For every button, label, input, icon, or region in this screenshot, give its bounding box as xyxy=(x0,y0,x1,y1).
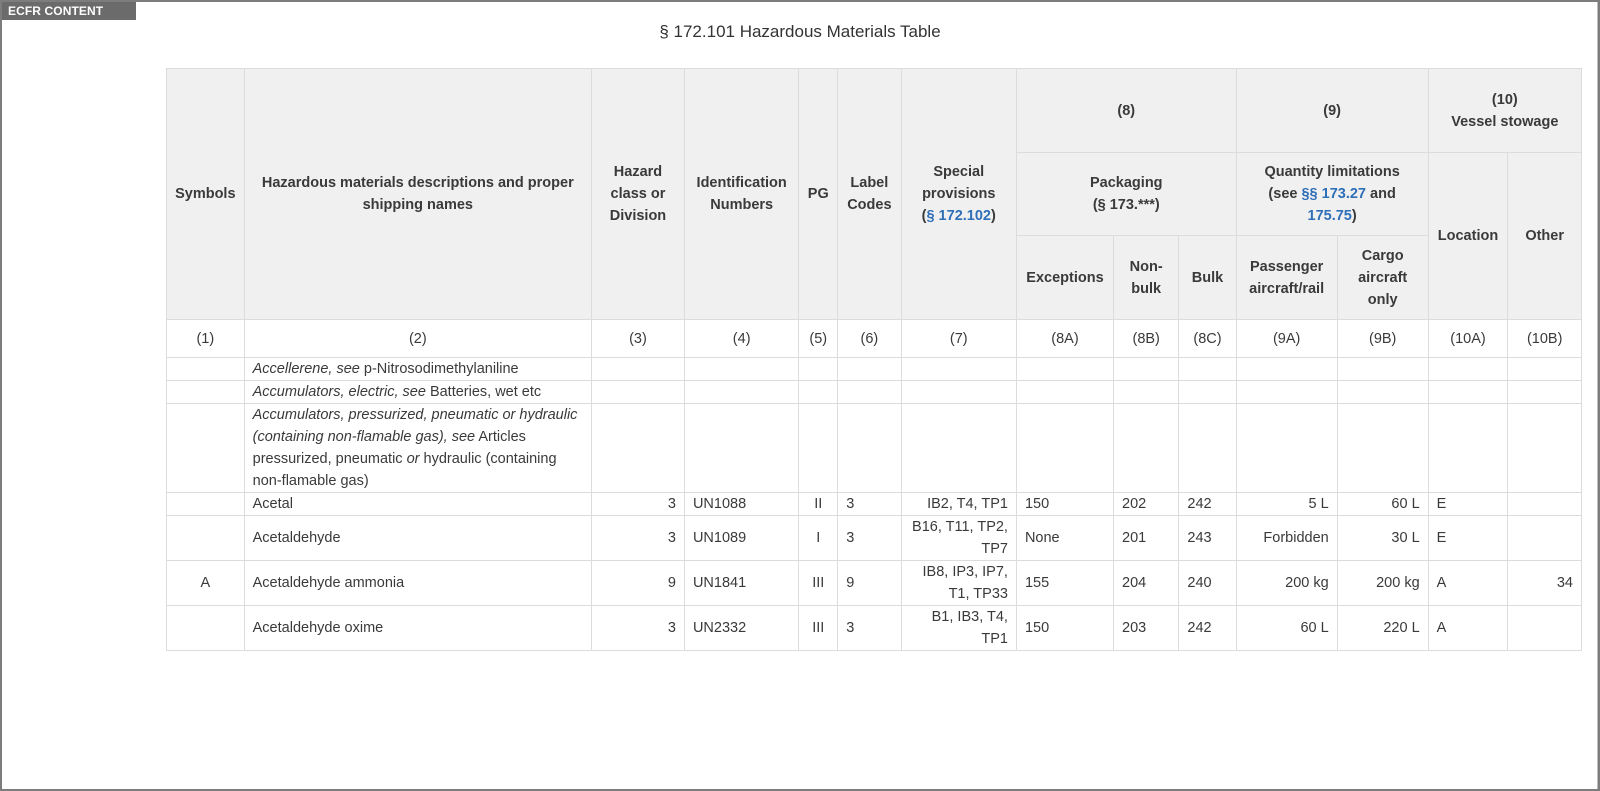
cell-exceptions: 150 xyxy=(1016,606,1113,651)
header-hazard-class: Hazard class or Division xyxy=(591,69,684,320)
page-title: § 172.101 Hazardous Materials Table xyxy=(659,22,941,41)
header-other: Other xyxy=(1508,153,1582,320)
see-reference-target: Batteries, wet etc xyxy=(429,384,542,400)
cell-name: Acetaldehyde ammonia xyxy=(244,561,591,606)
cell-cargo: 200 kg xyxy=(1337,561,1428,606)
column-number: (8B) xyxy=(1114,320,1179,358)
column-number: (9A) xyxy=(1236,320,1337,358)
cell-exceptions: 150 xyxy=(1016,493,1113,516)
see-reference-italic: Accellerene, see xyxy=(252,361,360,377)
description-cell xyxy=(244,404,591,493)
cell-special: IB8, IP3, IP7, T1, TP33 xyxy=(901,561,1016,606)
column-number: (1) xyxy=(167,320,245,358)
cell-bulk: 243 xyxy=(1179,516,1236,561)
header-exceptions: Exceptions xyxy=(1016,236,1113,320)
table-row xyxy=(167,493,1582,516)
cell-name: Acetaldehyde oxime xyxy=(244,606,591,651)
cell-special: B16, T11, TP2, TP7 xyxy=(901,516,1016,561)
group-10-number: (10) xyxy=(1491,91,1518,108)
column-number: (10B) xyxy=(1508,320,1582,358)
table-row xyxy=(167,561,1582,606)
cell-id: UN1841 xyxy=(684,561,798,606)
cell-hazard: 3 xyxy=(591,606,684,651)
column-number: (6) xyxy=(838,320,901,358)
column-number: (8C) xyxy=(1179,320,1236,358)
cell-location: A xyxy=(1428,606,1508,651)
special-provisions-label: Special provisions xyxy=(922,164,996,202)
table-header xyxy=(167,69,1582,320)
cell-bulk: 242 xyxy=(1179,493,1236,516)
cell-bulk: 240 xyxy=(1179,561,1236,606)
header-pg: PG xyxy=(799,69,838,320)
table-row xyxy=(167,516,1582,561)
header-passenger: Passenger aircraft/rail xyxy=(1236,236,1337,320)
table-row xyxy=(167,358,1582,381)
cell-hazard: 3 xyxy=(591,516,684,561)
cell-bulk: 242 xyxy=(1179,606,1236,651)
quantity-link-175-75[interactable]: 175.75 xyxy=(1307,208,1352,224)
header-cargo: Cargo aircraft only xyxy=(1337,236,1428,320)
column-number: (10A) xyxy=(1428,320,1508,358)
cell-passenger: 5 L xyxy=(1236,493,1337,516)
cell-location: E xyxy=(1428,493,1508,516)
cell-location: A xyxy=(1428,561,1508,606)
cell-non-bulk: 202 xyxy=(1114,493,1179,516)
cell-name: Acetaldehyde xyxy=(244,516,591,561)
cell-label: 3 xyxy=(838,516,901,561)
header-special-provisions: Special provisions (§ 172.102) xyxy=(901,69,1016,320)
see-reference-target: p-Nitrosodimethylaniline xyxy=(363,361,519,377)
column-number-row xyxy=(167,320,1582,358)
cell-cargo: 60 L xyxy=(1337,493,1428,516)
cell-name: Acetal xyxy=(244,493,591,516)
column-number: (4) xyxy=(684,320,798,358)
cell-cargo: 220 L xyxy=(1337,606,1428,651)
cell-symbols xyxy=(167,516,245,561)
header-packaging xyxy=(1016,153,1236,236)
cell-hazard: 9 xyxy=(591,561,684,606)
cell-pg: III xyxy=(799,606,838,651)
cell-label: 9 xyxy=(838,561,901,606)
cell-symbols: A xyxy=(167,561,245,606)
cell-other xyxy=(1508,493,1582,516)
cell-pg: II xyxy=(799,493,838,516)
column-number: (9B) xyxy=(1337,320,1428,358)
cell-pg: I xyxy=(799,516,838,561)
header-non-bulk: Non-bulk xyxy=(1114,236,1179,320)
quantity-see-text: (see xyxy=(1268,186,1298,202)
cell-symbols xyxy=(167,493,245,516)
ecfr-content-frame xyxy=(2,2,1598,789)
cell-hazard: 3 xyxy=(591,493,684,516)
hazardous-materials-table xyxy=(166,68,1582,651)
cell-exceptions: None xyxy=(1016,516,1113,561)
cell-other: 34 xyxy=(1508,561,1582,606)
cell-id: UN1089 xyxy=(684,516,798,561)
cell-exceptions: 155 xyxy=(1016,561,1113,606)
cell-cargo: 30 L xyxy=(1337,516,1428,561)
header-group-10 xyxy=(1428,69,1581,153)
see-reference-italic: or xyxy=(406,451,420,467)
header-location: Location xyxy=(1428,153,1508,320)
packaging-ref: (§ 173.***) xyxy=(1092,197,1160,213)
see-reference-target: hydraulic (containing non-flamable gas) xyxy=(252,451,557,489)
quantity-and-text: and xyxy=(1370,186,1396,202)
packaging-label: Packaging xyxy=(1090,175,1163,191)
quantity-limitations-label: Quantity limitations xyxy=(1264,164,1400,180)
table-row xyxy=(167,381,1582,404)
column-number: (2) xyxy=(244,320,591,358)
table-row xyxy=(167,404,1582,493)
cell-passenger: 200 kg xyxy=(1236,561,1337,606)
cell-passenger: 60 L xyxy=(1236,606,1337,651)
table-body xyxy=(167,320,1582,651)
cell-id: UN1088 xyxy=(684,493,798,516)
header-group-8: (8) xyxy=(1016,69,1236,153)
header-group-9: (9) xyxy=(1236,69,1428,153)
see-reference-target: Articles pressurized, pneumatic xyxy=(252,429,526,467)
header-symbols: Symbols xyxy=(167,69,245,320)
header-quantity-limitations: Quantity limitations (see §§ 173.27 and 175.75) xyxy=(1236,153,1428,236)
cell-non-bulk: 204 xyxy=(1114,561,1179,606)
cell-label: 3 xyxy=(838,606,901,651)
cell-passenger: Forbidden xyxy=(1236,516,1337,561)
cell-non-bulk: 201 xyxy=(1114,516,1179,561)
header-label-codes: Label Codes xyxy=(838,69,901,320)
header-identification-numbers: Identification Numbers xyxy=(684,69,798,320)
quantity-link-173-27[interactable]: §§ 173.27 xyxy=(1301,186,1366,202)
description-cell xyxy=(244,381,591,404)
header-bulk: Bulk xyxy=(1179,236,1236,320)
table-row xyxy=(167,606,1582,651)
cell-id: UN2332 xyxy=(684,606,798,651)
special-provisions-link[interactable]: § 172.102 xyxy=(926,208,991,224)
cell-symbols xyxy=(167,606,245,651)
column-number: (5) xyxy=(799,320,838,358)
vessel-stowage-label: Vessel stowage xyxy=(1451,113,1559,130)
cell-label: 3 xyxy=(838,493,901,516)
cell-other xyxy=(1508,606,1582,651)
see-reference-italic: Accumulators, pressurized, pneumatic or hydraulic (containing non-flamable gas), see xyxy=(252,407,578,445)
description-cell xyxy=(244,358,591,381)
see-reference-italic: Accumulators, electric, see xyxy=(252,384,426,400)
column-number: (7) xyxy=(901,320,1016,358)
cell-pg: III xyxy=(799,561,838,606)
cell-location: E xyxy=(1428,516,1508,561)
column-number: (8A) xyxy=(1016,320,1113,358)
header-descriptions: Hazardous materials descriptions and proper shipping names xyxy=(244,69,591,320)
cell-special: IB2, T4, TP1 xyxy=(901,493,1016,516)
cell-other xyxy=(1508,516,1582,561)
column-number: (3) xyxy=(591,320,684,358)
ecfr-content-tag: ECFR CONTENT xyxy=(2,2,136,20)
cell-non-bulk: 203 xyxy=(1114,606,1179,651)
cell-special: B1, IB3, T4, TP1 xyxy=(901,606,1016,651)
